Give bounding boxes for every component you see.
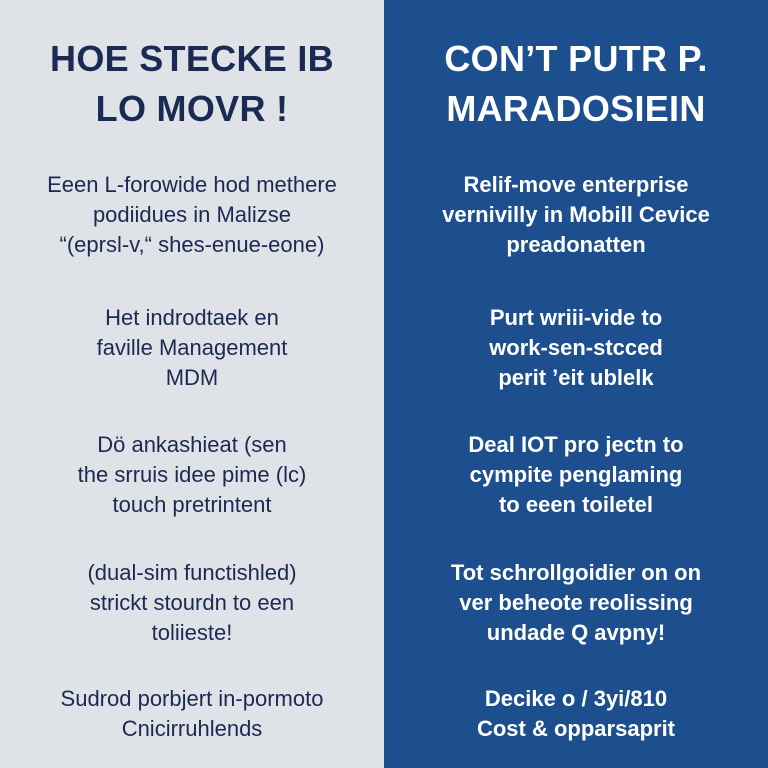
right-heading <box>384 34 768 134</box>
right-text-line: Deal IOT pro jectn to <box>468 432 684 457</box>
left-text-block-1 <box>0 170 384 260</box>
left-text-block-2 <box>0 303 384 393</box>
left-heading-line: LO MOVR ! <box>95 88 289 129</box>
right-text-block-4 <box>384 558 768 648</box>
right-heading-line: MARADOSIEIN <box>446 88 706 129</box>
right-text-line: work-sen-stcced <box>489 335 663 360</box>
left-text-line: Dö ankashieat (sen <box>97 432 287 457</box>
right-text-line: to eeen toiletel <box>498 492 654 517</box>
left-text-line: (dual-sim functishled) <box>87 560 297 585</box>
left-text-line: faville Management <box>96 335 288 360</box>
left-text-line: Sudrod porbjert in-pormoto <box>60 686 324 711</box>
left-text-block-5 <box>0 684 384 744</box>
right-text-block-5 <box>384 684 768 744</box>
right-text-block-2 <box>384 303 768 393</box>
right-text-line: vernivilly in Mobill Cevice <box>442 202 710 227</box>
right-text-block-1 <box>384 170 768 260</box>
right-text-line: cympite penglaming <box>469 462 683 487</box>
left-text-line: Eeen L-forowide hod methere <box>47 172 337 197</box>
right-text-line: preadonatten <box>506 232 646 257</box>
right-heading-line: CON’T PUTR P. <box>444 38 708 79</box>
left-text-line: touch pretrintent <box>112 492 272 517</box>
right-text-line: Relif-move enterprise <box>463 172 689 197</box>
left-text-line: Cnicirruhlends <box>121 716 263 741</box>
left-text-line: toliieste! <box>151 620 233 645</box>
left-heading-line: HOE STECKE IB <box>50 38 334 79</box>
left-text-line: the srruis idee pime (lc) <box>77 462 307 487</box>
right-panel <box>384 0 768 768</box>
right-text-line: Purt wriii-vide to <box>489 305 663 330</box>
left-text-line: Het indrodtaek en <box>105 305 279 330</box>
right-text-line: perit ’eit ublelk <box>498 365 654 390</box>
right-text-line: Tot schrollgoidier on on <box>450 560 702 585</box>
left-text-line: MDM <box>165 365 219 390</box>
right-text-line: ver beheote reolissing <box>459 590 693 615</box>
right-text-line: undade Q avpny! <box>486 620 666 645</box>
right-text-line: Decike o / 3yi/810 <box>484 686 668 711</box>
left-text-line: strickt stourdn to een <box>89 590 295 615</box>
left-text-line: “(eprsl-v,“ shes-enue-eone) <box>59 232 325 257</box>
left-text-block-3 <box>0 430 384 520</box>
left-text-block-4 <box>0 558 384 648</box>
left-text-line: podiidues in Malizse <box>92 202 292 227</box>
left-heading <box>0 34 384 134</box>
right-text-block-3 <box>384 430 768 520</box>
right-text-line: Cost & opparsaprit <box>476 716 676 741</box>
